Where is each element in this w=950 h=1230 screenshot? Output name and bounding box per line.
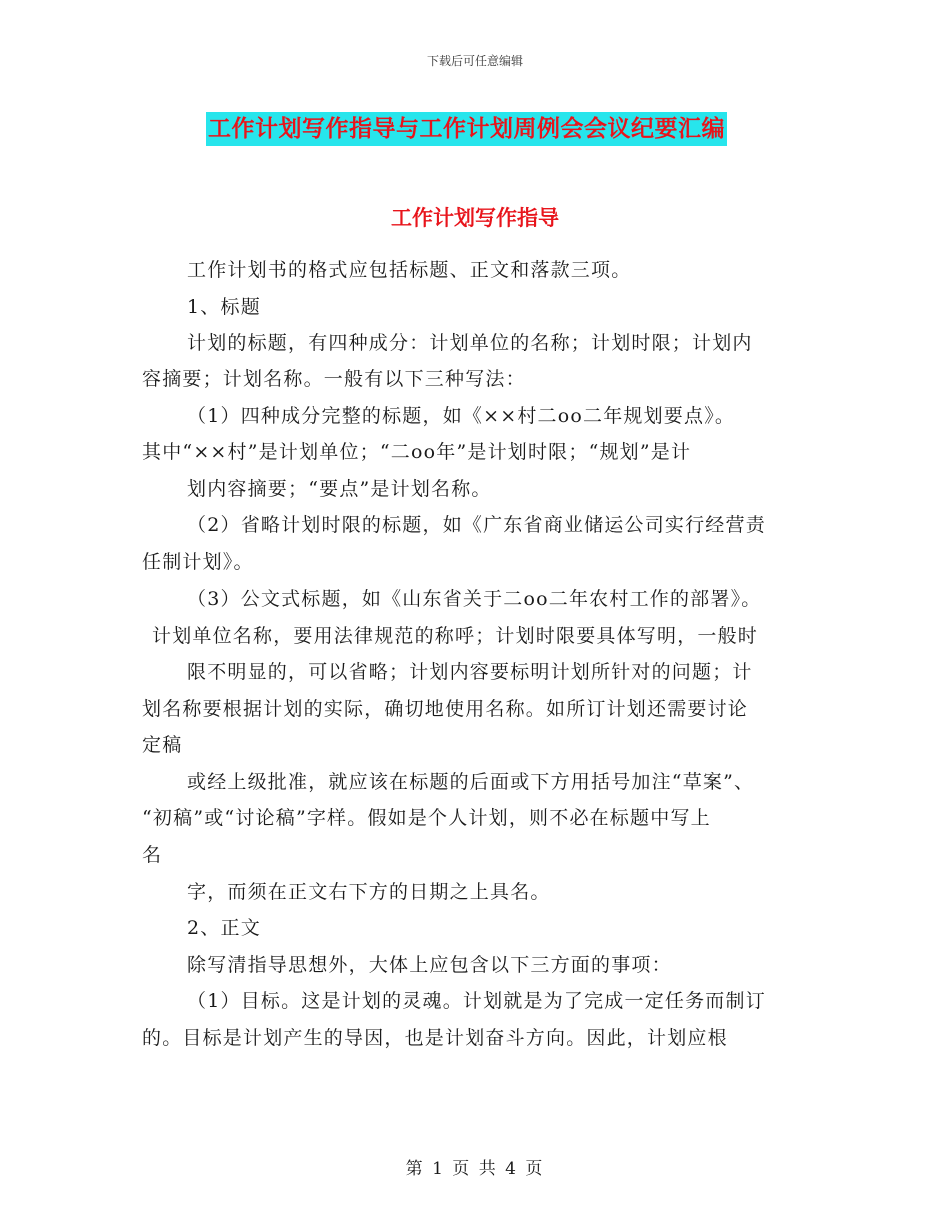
header-note: 下载后可任意编辑 [426,54,523,68]
paragraph-line: 划内容摘要；“要点”是计划名称。 [187,478,492,500]
heading-line: 1、标题 [187,296,261,318]
paragraph-line: 任制计划》。 [142,551,254,573]
paragraph-line: 容摘要；计划名称。一般有以下三种写法： [142,368,526,390]
paragraph-line: 或经上级批准，就应该在标题的后面或下方用括号加注“草案”、 [187,771,755,793]
paragraph-line: 限不明显的，可以省略；计划内容要标明计划所针对的问题；计 [187,661,753,683]
paragraph-line: 计划的标题，有四种成分：计划单位的名称；计划时限；计划内 [187,332,753,354]
paragraph-line: 划名称要根据计划的实际，确切地使用名称。如所订计划还需要讨论 [142,698,749,720]
paragraph-line: 的。目标是计划产生的导因，也是计划奋斗方向。因此，计划应根 [142,1027,728,1049]
paragraph-line: 定稿 [142,734,183,756]
paragraph-line: 工作计划书的格式应包括标题、正文和落款三项。 [187,259,632,281]
paragraph-line: （1）目标。这是计划的灵魂。计划就是为了完成一定任务而制订 [187,990,766,1012]
document-title: 工作计划写作指导与工作计划周例会会议纪要汇编 [206,112,727,146]
heading-line: 2、正文 [187,917,261,939]
paragraph-line: 计划单位名称，要用法律规范的称呼；计划时限要具体写明，一般时 [152,625,759,647]
paragraph-line: （1）四种成分完整的标题，如《××村二oo二年规划要点》。 [187,405,736,427]
page-number-footer: 第 1 页 共 4 页 [405,1159,545,1179]
paragraph-line: 字，而须在正文右下方的日期之上具名。 [187,881,551,903]
paragraph-line: （2）省略计划时限的标题，如《广东省商业储运公司实行经营责 [187,514,766,536]
paragraph-line: 除写清指导思想外，大体上应包含以下三方面的事项： [187,954,672,976]
section-title: 工作计划写作指导 [391,205,559,230]
paragraph-line: “初稿”或“讨论稿”字样。假如是个人计划，则不必在标题中写上 [142,807,711,829]
paragraph-line: 名 [142,844,163,866]
paragraph-line: 其中“××村”是计划单位；“二oo年”是计划时限；“规划”是计 [142,441,692,463]
paragraph-line: （3）公文式标题，如《山东省关于二oo二年农村工作的部署》。 [187,588,762,610]
